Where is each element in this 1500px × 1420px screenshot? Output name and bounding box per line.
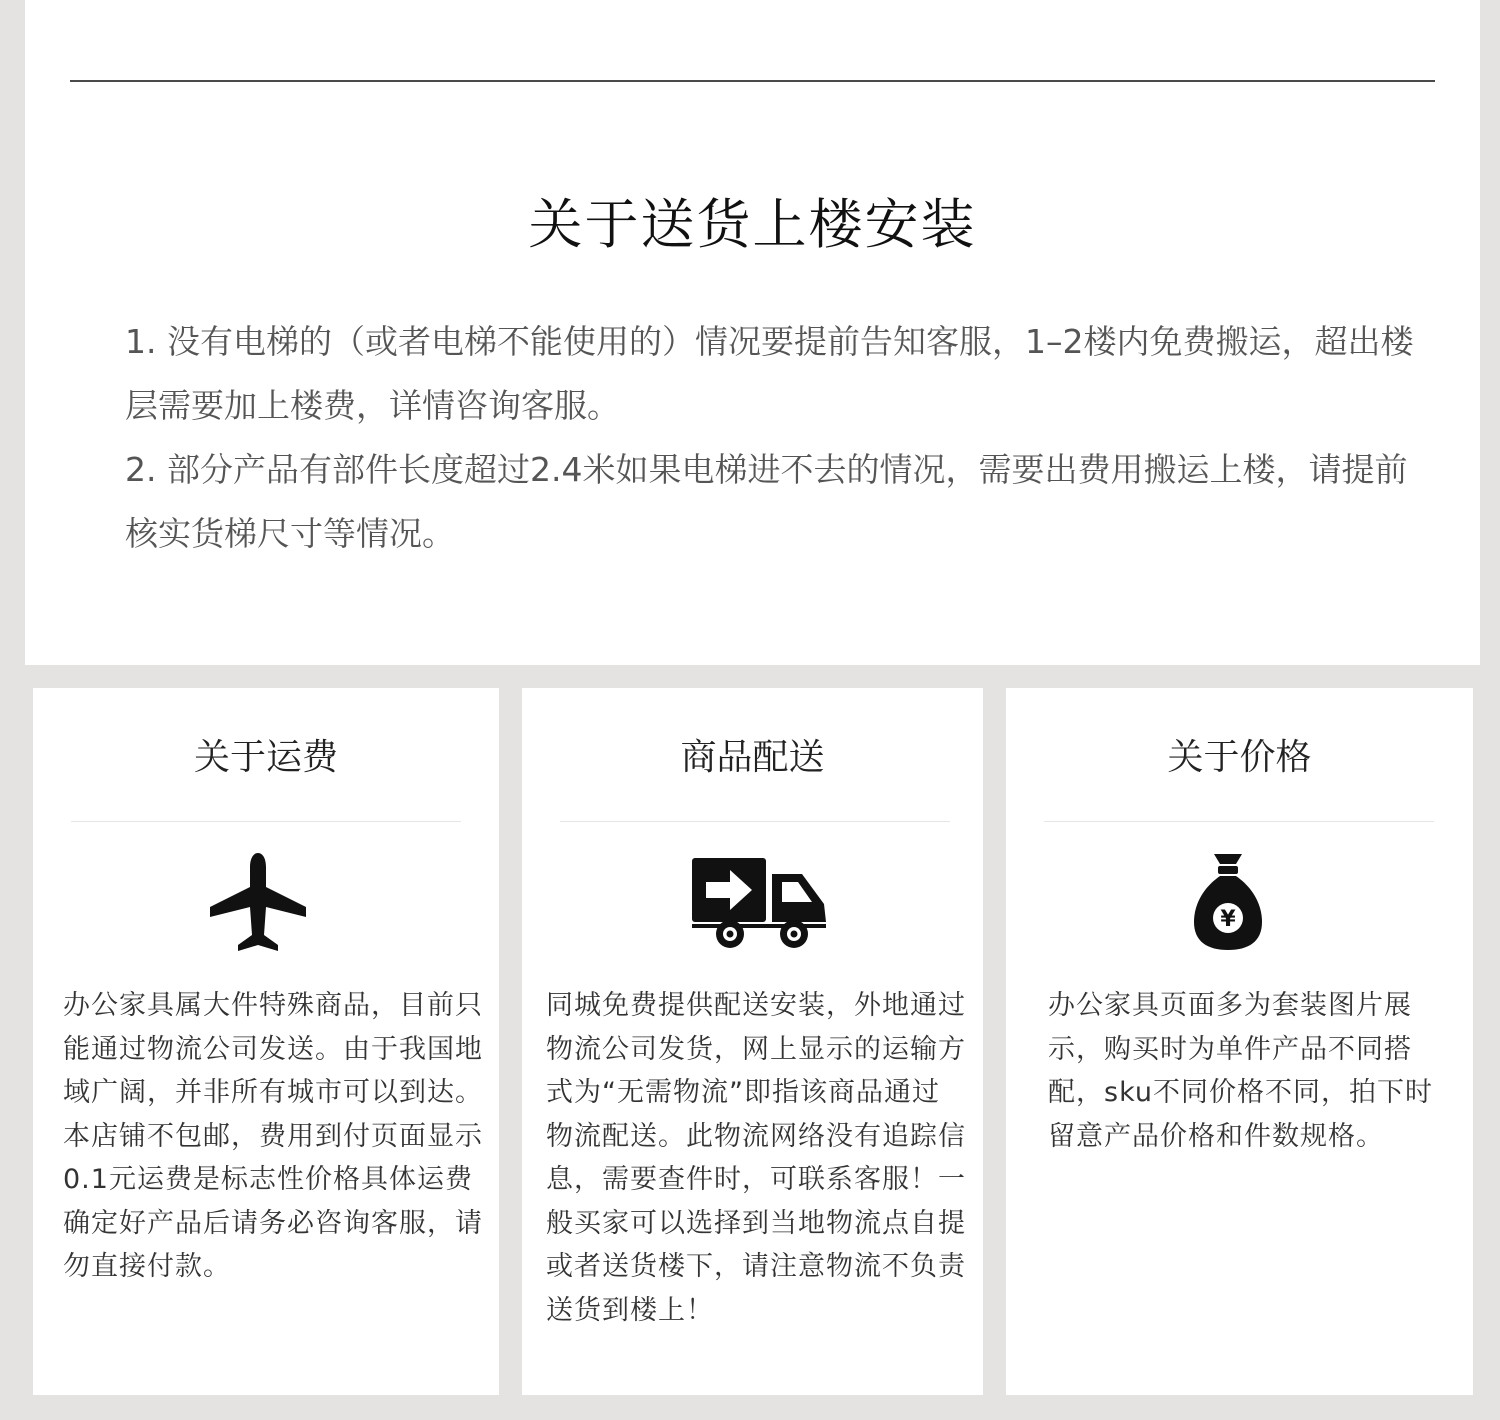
price-card (1006, 688, 1473, 1395)
card-divider (71, 821, 461, 822)
card-description: 办公家具属大件特殊商品，目前只能通过物流公司发送。由于我国地域广阔，并非所有城市可以到达。本店铺不包邮，费用到付页面显示0.1元运费是标志性价格具体运费确定好产品后请务必咨询客服，请勿直接付款。 (63, 990, 483, 1282)
delivery-card (522, 688, 983, 1395)
money-bag-icon (1192, 852, 1264, 954)
shipping-installation-panel (25, 0, 1480, 665)
card-title: 关于运费 (193, 737, 338, 778)
top-divider (70, 80, 1435, 82)
delivery-truck-icon (690, 856, 828, 952)
card-title: 关于价格 (1167, 737, 1312, 778)
card-divider (560, 821, 950, 822)
card-description: 同城免费提供配送安装，外地通过物流公司发货，网上显示的运输方式为“无需物流”即指该商品通过物流配送。此物流网络没有追踪信息，需要查件时，可联系客服！一般买家可以选择到当地物流点自提或者送货楼下，请注意物流不负责送货到楼上！ (546, 990, 966, 1326)
card-description: 办公家具页面多为套装图片展示，购买时为单件产品不同搭配，sku不同价格不同，拍下时留意产品价格和件数规格。 (1048, 990, 1433, 1152)
airplane-icon (208, 851, 308, 957)
note-item: 2. 部分产品有部件长度超过2.4米如果电梯进不去的情况，需要出费用搬运上楼，请提前核实货梯尺寸等情况。 (125, 450, 1408, 553)
card-divider (1044, 821, 1434, 822)
card-title: 商品配送 (680, 737, 825, 778)
shipping-fee-card (33, 688, 499, 1395)
page-title: 关于送货上楼安装 (528, 193, 977, 256)
currency-symbol: ¥ (1220, 907, 1236, 932)
note-item: 1. 没有电梯的（或者电梯不能使用的）情况要提前告知客服，1–2楼内免费搬运，超出楼层需要加上楼费，详情咨询客服。 (125, 322, 1414, 425)
installation-notes (125, 310, 1415, 566)
